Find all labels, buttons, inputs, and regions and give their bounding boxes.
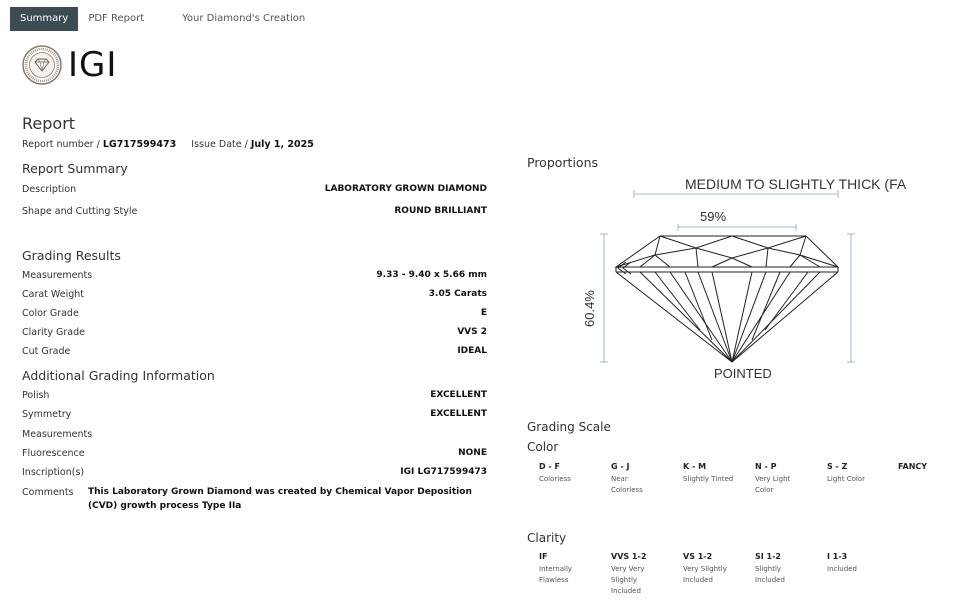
grade-desc: Light Color (827, 475, 865, 483)
grade-code: K - M (683, 462, 707, 471)
tab-summary[interactable]: Summary (10, 7, 78, 31)
diamond-outline (616, 236, 838, 362)
clarity-grade-si (755, 552, 795, 586)
grading-row-cut (22, 346, 487, 360)
additional-row-polish (22, 390, 487, 404)
row-label: Clarity Grade (22, 327, 85, 338)
grade-code: I 1-3 (827, 552, 848, 561)
row-value: E (480, 308, 487, 318)
grading-row-measurements (22, 270, 487, 284)
color-scale-title: Color (527, 440, 559, 454)
row-value: IDEAL (457, 346, 487, 356)
row-label: Inscription(s) (22, 467, 85, 478)
grade-code: VS 1-2 (683, 552, 713, 561)
culet-label: POINTED (714, 366, 772, 381)
row-value: VVS 2 (457, 327, 487, 337)
row-label: Measurements (22, 429, 93, 440)
additional-row-measurements (22, 429, 487, 443)
comments-label: Comments (22, 487, 74, 498)
summary-row-description (22, 184, 487, 198)
grading-row-clarity (22, 327, 487, 341)
grade-desc: Near Colorless (611, 475, 643, 494)
clarity-grade-vvs (611, 552, 651, 597)
depth-label: 60.4% (582, 290, 597, 327)
table-dimension-line (678, 224, 796, 231)
grade-code: FANCY (898, 462, 928, 471)
row-label: Carat Weight (22, 289, 85, 300)
grade-code: S - Z (827, 462, 848, 471)
grade-code: G - J (611, 462, 630, 471)
issue-date-label: Issue Date / (191, 139, 248, 150)
additional-row-fluorescence (22, 448, 487, 462)
proportions-title: Proportions (527, 155, 599, 170)
row-value: EXCELLENT (430, 409, 487, 419)
color-grade-s-z (827, 462, 897, 485)
grade-code: D - F (539, 462, 560, 471)
row-value: EXCELLENT (430, 390, 487, 400)
grading-row-carat (22, 289, 487, 303)
row-value: LABORATORY GROWN DIAMOND (324, 184, 487, 194)
grade-desc: Slightly Tinted (683, 475, 734, 483)
report-summary-title: Report Summary (22, 161, 128, 176)
clarity-grade-if (539, 552, 579, 586)
grade-code: N - P (755, 462, 777, 471)
grade-code: IF (539, 552, 548, 561)
grade-desc: Internally Flawless (539, 565, 573, 584)
additional-info-title: Additional Grading Information (22, 368, 215, 383)
row-value: NONE (458, 448, 487, 458)
clarity-scale-title: Clarity (527, 531, 567, 545)
row-label: Shape and Cutting Style (22, 206, 138, 217)
grade-code: VVS 1-2 (611, 552, 647, 561)
additional-row-symmetry (22, 409, 487, 423)
color-grade-g-j (611, 462, 651, 496)
row-value: 9.33 - 9.40 x 5.66 mm (376, 270, 487, 280)
proportions-diagram (570, 170, 950, 385)
row-label: Cut Grade (22, 346, 71, 357)
clarity-grade-i (827, 552, 897, 575)
igi-seal-icon (22, 45, 62, 85)
grade-desc: Very Very Slightly Included (611, 565, 645, 595)
grading-scale-title: Grading Scale (527, 420, 611, 434)
table-label: 59% (700, 209, 727, 224)
clarity-grade-vs (683, 552, 729, 586)
grading-results-title: Grading Results (22, 248, 121, 263)
grading-row-color (22, 308, 487, 322)
additional-row-inscription (22, 467, 487, 481)
row-value: ROUND BRILLIANT (394, 206, 487, 216)
color-grade-d-f (539, 462, 609, 485)
row-label: Symmetry (22, 409, 72, 420)
grade-desc: Included (827, 565, 857, 573)
report-number: LG717599473 (102, 139, 177, 150)
report-meta (22, 139, 314, 150)
row-label: Measurements (22, 270, 93, 281)
tab-pdf-report[interactable]: PDF Report (88, 13, 145, 24)
tab-bar (10, 7, 315, 31)
report-title: Report (22, 114, 76, 133)
depth-dimension-line (600, 234, 608, 362)
grade-desc: Very Light Color (755, 475, 791, 494)
issue-date: July 1, 2025 (250, 139, 314, 150)
girdle-label: MEDIUM TO SLIGHTLY THICK (FA (685, 176, 907, 192)
row-label: Fluorescence (22, 448, 85, 459)
grade-desc: Slightly Included (755, 565, 785, 584)
summary-row-shape (22, 206, 487, 220)
grade-desc: Very Slightly Included (683, 565, 727, 584)
report-number-label: Report number / (22, 139, 100, 150)
igi-logo (22, 45, 117, 85)
color-grade-n-p (755, 462, 797, 496)
color-grade-fancy (898, 462, 948, 474)
color-grade-k-m (683, 462, 753, 485)
tab-diamond-creation[interactable]: Your Diamond's Creation (182, 13, 306, 24)
row-label: Color Grade (22, 308, 79, 319)
row-label: Description (22, 184, 77, 195)
grade-desc: Colorless (539, 475, 571, 483)
row-value: 3.05 Carats (428, 289, 487, 299)
logo-text: IGI (68, 45, 118, 85)
grade-code: SI 1-2 (755, 552, 781, 561)
right-dimension-line (847, 234, 855, 362)
row-value: IGI LG717599473 (400, 467, 487, 477)
comments-text: This Laboratory Grown Diamond was created by Chemical Vapor Deposition (CVD) growth process Type IIa (88, 487, 472, 511)
row-label: Polish (22, 390, 50, 401)
